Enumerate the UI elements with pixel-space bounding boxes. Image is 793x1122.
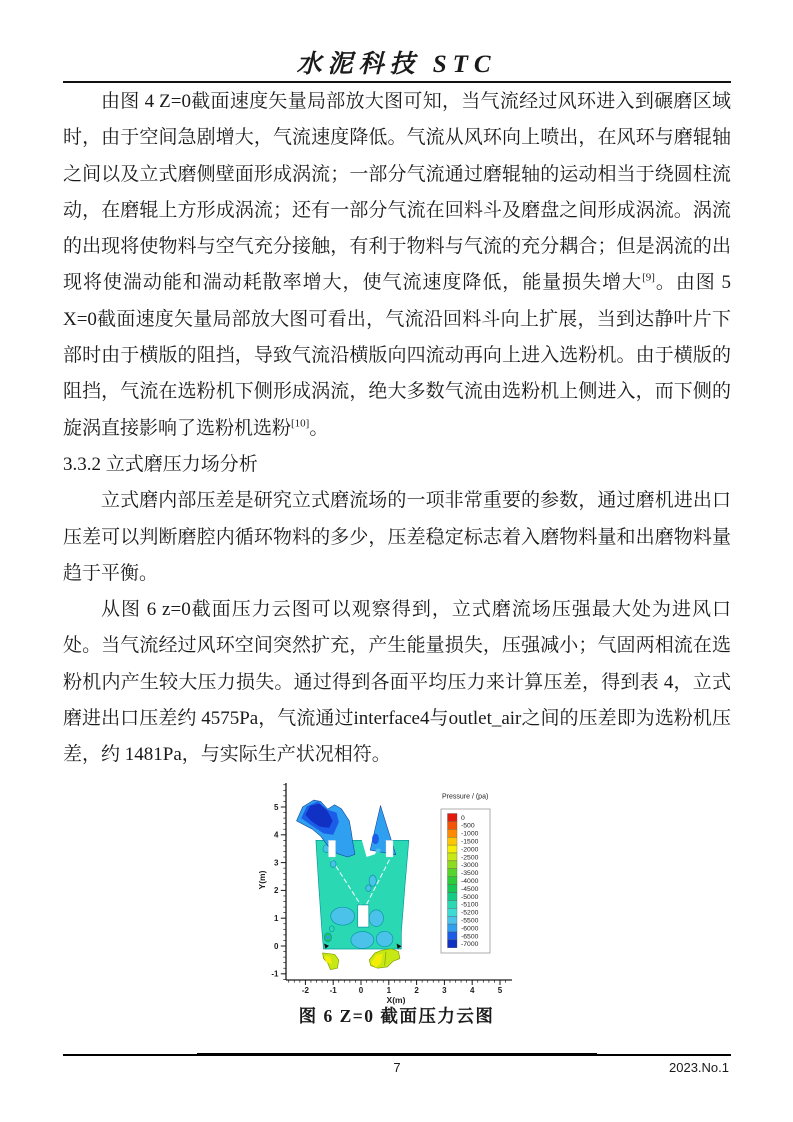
y-axis-title: Y(m) (257, 870, 267, 890)
footer-rule (197, 1053, 598, 1055)
legend-swatch (448, 908, 458, 916)
legend-value: -4500 (461, 885, 479, 893)
legend-value: 0 (461, 814, 465, 822)
paragraph-pressure-intro: 立式磨内部压差是研究立式磨流场的一项非常重要的参数，通过磨机进出口压差可以判断磨腔内循环物料的多少，压差稳定标志着入磨物料量和出磨物料量趋于平衡。 (63, 490, 731, 584)
legend-swatch (448, 916, 458, 924)
legend-swatch (448, 932, 458, 940)
legend-swatch (448, 940, 458, 948)
pocket-right-of-slot (369, 910, 383, 927)
spot-blue-left-edge (326, 935, 330, 940)
legend-swatch (448, 877, 458, 885)
legend-swatch (448, 900, 458, 908)
svg-text:-1: -1 (329, 986, 337, 995)
legend-value: -4000 (461, 878, 479, 885)
pocket-left-mid (331, 907, 355, 925)
pocket-bottom-center (351, 932, 374, 949)
svg-text:2: 2 (274, 886, 279, 896)
legend-swatch (448, 924, 458, 932)
issue-number: 2023.No.1 (669, 1060, 729, 1075)
legend-title: Pressure / (pa) (442, 793, 489, 801)
svg-text:2: 2 (414, 986, 419, 995)
colorbar-legend (441, 794, 490, 954)
svg-text:0: 0 (274, 941, 279, 951)
paragraph-velocity-field (63, 84, 731, 447)
pocket-upper-small-a (369, 875, 376, 886)
header-rule (63, 81, 731, 83)
paragraph-pressure-analysis: 从图 6 z=0截面压力云图可以观察得到，立式磨流场压强最大处为进风口处。当气流经过风环空间突然扩充，产生能量损失，压强减小；气固两相流在选粉机内产生较大压力损失。通过得到各面平均压力来计算压差，得到表 4，立式磨进出口压差约 4575Pa，气流通过interface4与outlet_air之间的压差即为选粉机压差，约 1481Pa，与实际生产状况相符。 (63, 599, 731, 766)
svg-text:1: 1 (386, 986, 392, 995)
svg-text:4: 4 (469, 986, 475, 995)
svg-text:5: 5 (274, 802, 279, 812)
legend-rows (448, 814, 479, 949)
legend-swatch (448, 853, 458, 861)
legend-value: -2000 (461, 846, 479, 854)
pressure-contour-chart (254, 781, 516, 1013)
article-body (63, 84, 731, 774)
citation-ref-10: [10] (291, 417, 310, 430)
svg-text:4: 4 (274, 830, 279, 840)
journal-header-title: 水泥科技 STC (296, 51, 497, 78)
svg-text:3: 3 (442, 986, 447, 995)
x-axis-title: X(m) (386, 995, 406, 1005)
inlet-duct-right-core (372, 834, 379, 844)
legend-swatch (448, 837, 458, 845)
roller-slot-left (329, 840, 336, 857)
legend-value: -1500 (461, 838, 479, 846)
legend-value: -6500 (461, 933, 479, 941)
legend-value: -5500 (461, 917, 479, 925)
paragraph-text: 。 (309, 417, 329, 439)
svg-text:3: 3 (274, 858, 279, 868)
legend-swatch (448, 845, 458, 853)
inlet-duct-right-spot (376, 849, 381, 853)
pocket-upper-small-b (366, 885, 371, 892)
paragraph-text: 由图 4 Z=0截面速度矢量局部放大图可知，当气流经过风环进入到碾磨区域时，由于空间急剧增大，气流速度降低。气流从风环向上喷出，在风环与磨辊轴之间以及立式磨侧壁面形成涡流；一部分气流通过磨辊轴的运动相当于绕圆柱流动，在磨辊上方形成涡流；还有一部分气流在回料斗及磨盘之间形成涡流。涡流的出现将使物料与空气充分接触，有利于物料与气流的充分耦合；但是涡流的出现将使湍动能和湍动耗散率增大，使气流速度降低，能量损失增大 (63, 91, 731, 294)
svg-text:5: 5 (497, 986, 503, 995)
legend-value: -500 (461, 822, 475, 830)
legend-value: -7000 (461, 941, 479, 949)
pocket-left-upper (330, 861, 336, 868)
section-heading-332: 3.3.2 立式磨压力场分析 (63, 453, 258, 475)
page-footer (63, 1054, 731, 1086)
center-cutout (358, 905, 369, 927)
legend-swatch (448, 829, 458, 837)
legend-swatch (448, 869, 458, 877)
page-number: 7 (393, 1060, 401, 1075)
svg-text:1: 1 (274, 914, 279, 923)
legend-swatch (448, 893, 458, 901)
contour-regions (297, 800, 409, 970)
paragraph-text: 。由图 5 X=0截面速度矢量局部放大图可看出，气流沿回料斗向上扩展，当到达静叶片下部时由于横版的阻挡，导致气流沿横版向四流动再向上进入选粉机。由于横版的阻挡，气流在选粉机下侧形成涡流，绝大多数气流由选粉机上侧进入，而下侧的旋涡直接影响了选粉机选粉 (63, 272, 731, 439)
legend-value: -2500 (461, 854, 479, 862)
legend-swatch (448, 814, 458, 822)
citation-ref-9: [9] (642, 272, 655, 285)
legend-swatch (448, 821, 458, 829)
legend-swatch (448, 861, 458, 869)
legend-value: -1000 (461, 830, 479, 838)
legend-value: -3500 (461, 870, 479, 878)
legend-value: -6000 (461, 925, 479, 933)
legend-value: -5200 (461, 909, 479, 917)
svg-text:-1: -1 (271, 969, 279, 979)
legend-value: -5100 (461, 901, 479, 909)
roller-slot-right (386, 840, 393, 857)
figure-caption: 图 6 Z=0 截面压力云图 (298, 1006, 495, 1026)
legend-swatch (448, 885, 458, 893)
svg-text:0: 0 (358, 986, 364, 995)
pocket-bottom-right (376, 931, 393, 946)
svg-text:-2: -2 (301, 986, 309, 995)
legend-value: -5000 (461, 893, 479, 901)
legend-value: -3000 (461, 862, 479, 870)
